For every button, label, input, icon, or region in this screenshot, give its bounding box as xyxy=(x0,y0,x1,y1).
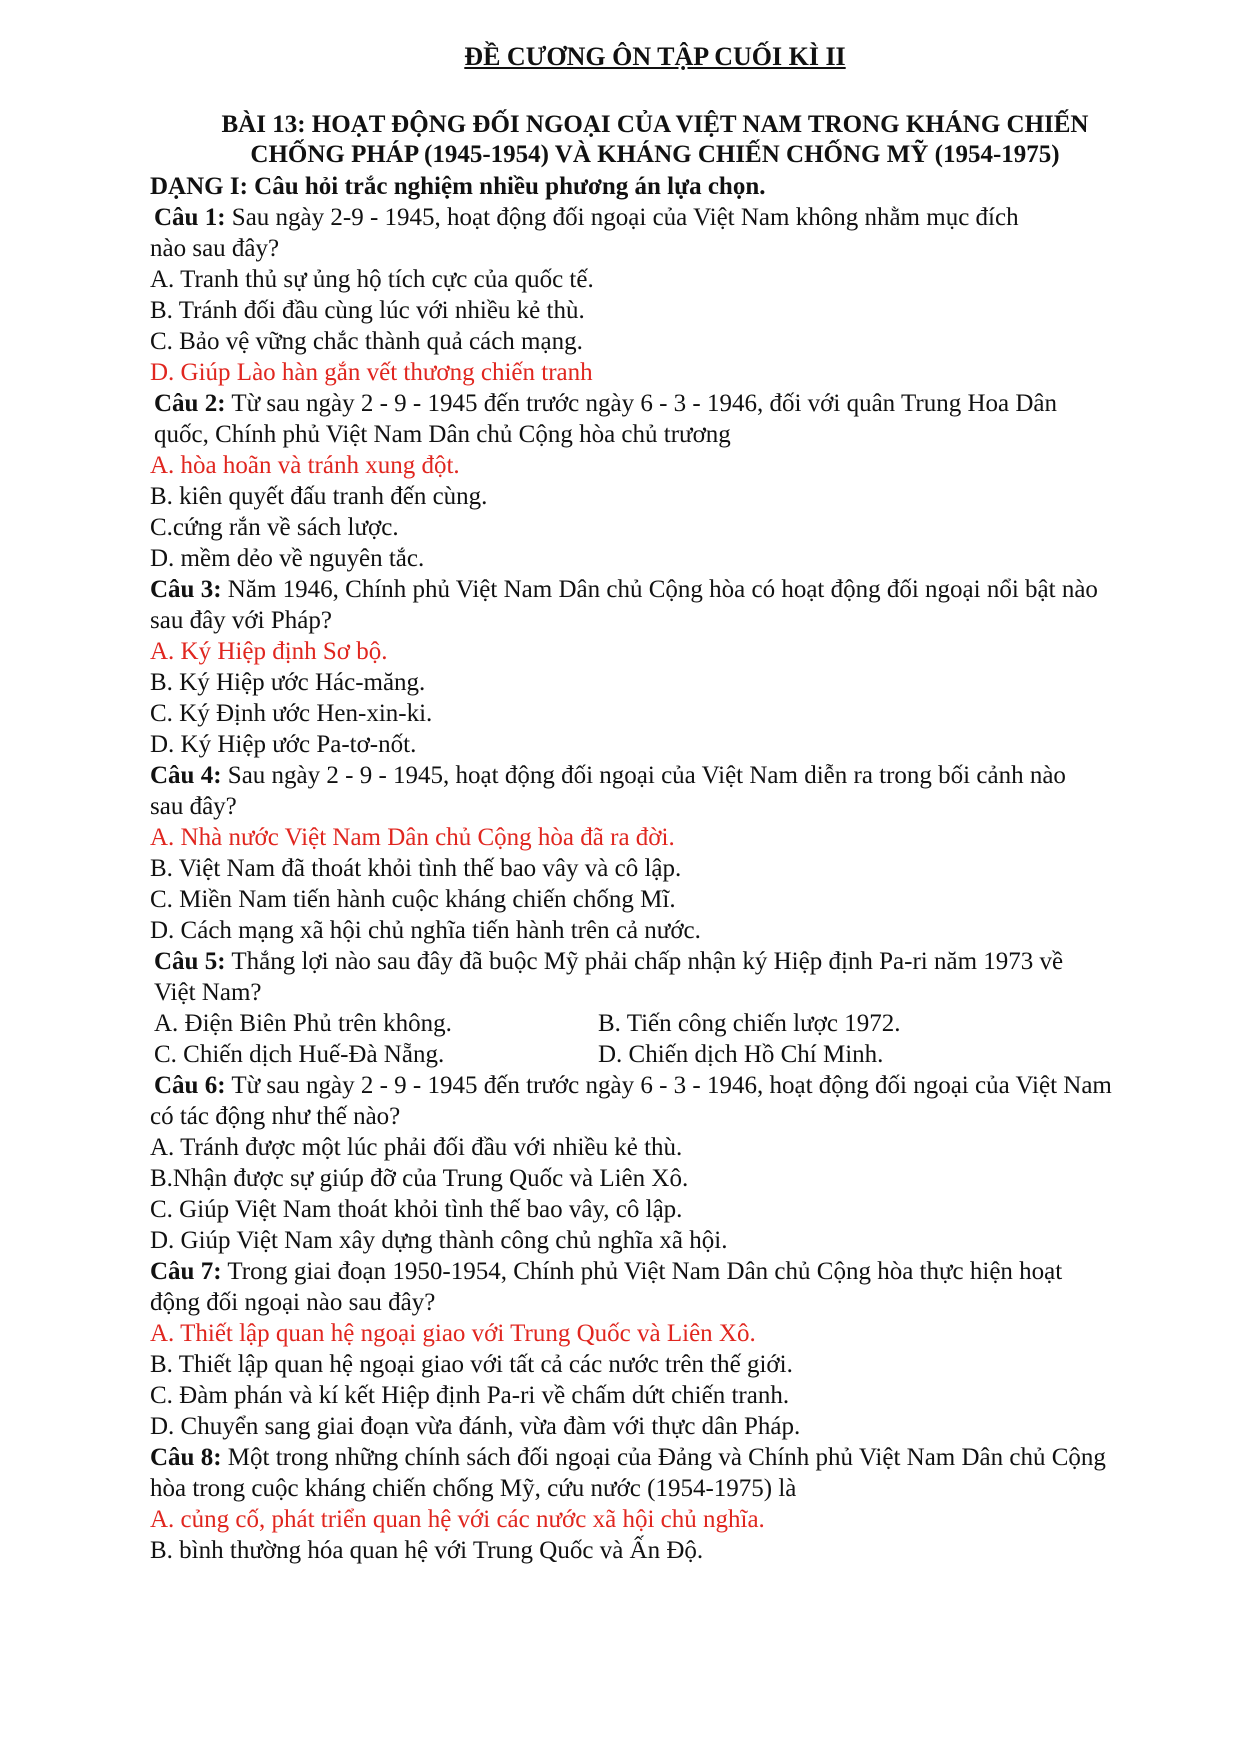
question-6-option-a: A. Tránh được một lúc phải đối đầu với nhiều kẻ thù. xyxy=(150,1134,683,1161)
question-5-option-d: D. Chiến dịch Hồ Chí Minh. xyxy=(598,1041,884,1068)
question-2-option-a-answer: A. hòa hoãn và tránh xung đột. xyxy=(150,452,460,479)
question-2-label: Câu 2: xyxy=(154,390,226,417)
question-7-label: Câu 7: xyxy=(150,1258,222,1285)
question-5-options-row-2 xyxy=(150,1039,1190,1070)
question-3-option-a-answer: A. Ký Hiệp định Sơ bộ. xyxy=(150,638,388,665)
question-3-stem-line-2: sau đây với Pháp? xyxy=(150,607,332,634)
question-3-option-d: D. Ký Hiệp ước Pa-tơ-nốt. xyxy=(150,731,417,758)
question-3-stem-line-1: Câu 3: Năm 1946, Chính phủ Việt Nam Dân chủ Cộng hòa có hoạt động đối ngoại nổi bật nào xyxy=(150,576,1098,603)
question-1-option-d-answer: D. Giúp Lào hàn gắn vết thương chiến tranh xyxy=(150,359,593,386)
question-2-stem-line-1: Câu 2: Từ sau ngày 2 - 9 - 1945 đến trước ngày 6 - 3 - 1946, đối với quân Trung Hoa Dân xyxy=(154,390,1057,417)
lesson-heading-line-2: CHỐNG PHÁP (1945-1954) VÀ KHÁNG CHIẾN CHỐNG MỸ (1954-1975) xyxy=(250,141,1060,168)
question-4-option-a-answer: A. Nhà nước Việt Nam Dân chủ Cộng hòa đã ra đời. xyxy=(150,824,675,851)
question-5-label: Câu 5: xyxy=(154,948,226,975)
question-3-option-b: B. Ký Hiệp ước Hác-măng. xyxy=(150,669,426,696)
question-2-option-c: C.cứng rắn về sách lược. xyxy=(150,514,399,541)
question-4-option-d: D. Cách mạng xã hội chủ nghĩa tiến hành trên cả nước. xyxy=(150,917,701,944)
question-4-stem-line-1: Câu 4: Sau ngày 2 - 9 - 1945, hoạt động đối ngoại của Việt Nam diễn ra trong bối cảnh nào xyxy=(150,762,1066,789)
question-8-option-a-answer: A. củng cố, phát triển quan hệ với các nước xã hội chủ nghĩa. xyxy=(150,1506,765,1533)
question-8-option-b: B. bình thường hóa quan hệ với Trung Quốc và Ấn Độ. xyxy=(150,1537,704,1564)
question-8-stem-line-2: hòa trong cuộc kháng chiến chống Mỹ, cứu nước (1954-1975) là xyxy=(150,1475,797,1502)
question-5-stem-line-2: Việt Nam? xyxy=(154,979,262,1006)
question-5-stem-line-1: Câu 5: Thắng lợi nào sau đây đã buộc Mỹ phải chấp nhận ký Hiệp định Pa-ri năm 1973 về xyxy=(154,948,1064,975)
question-1-option-a: A. Tranh thủ sự ủng hộ tích cực của quốc tế. xyxy=(150,266,594,293)
question-7-option-d: D. Chuyển sang giai đoạn vừa đánh, vừa đàm với thực dân Pháp. xyxy=(150,1413,801,1440)
question-2-option-d: D. mềm dẻo về nguyên tắc. xyxy=(150,545,425,572)
question-5-option-b: B. Tiến công chiến lược 1972. xyxy=(598,1010,901,1037)
question-7-stem-line-1: Câu 7: Trong giai đoạn 1950-1954, Chính phủ Việt Nam Dân chủ Cộng hòa thực hiện hoạt xyxy=(150,1258,1063,1285)
question-6-label: Câu 6: xyxy=(154,1072,226,1099)
question-3-label: Câu 3: xyxy=(150,576,222,603)
question-6-option-c: C. Giúp Việt Nam thoát khỏi tình thế bao vây, cô lập. xyxy=(150,1196,683,1223)
question-1-option-c: C. Bảo vệ vững chắc thành quả cách mạng. xyxy=(150,328,583,355)
question-list xyxy=(150,171,1190,1566)
question-8-label: Câu 8: xyxy=(150,1444,222,1471)
question-6-stem-line-2: có tác động như thế nào? xyxy=(150,1103,401,1130)
question-6-option-d: D. Giúp Việt Nam xây dựng thành công chủ nghĩa xã hội. xyxy=(150,1227,728,1254)
lesson-heading-line-1: BÀI 13: HOẠT ĐỘNG ĐỐI NGOẠI CỦA VIỆT NAM TRONG KHÁNG CHIẾN xyxy=(221,111,1089,138)
question-5-option-a: A. Điện Biên Phủ trên không. xyxy=(154,1010,452,1037)
question-5-options-row-1 xyxy=(150,1008,1190,1039)
question-1-stem-line-1: Câu 1: Sau ngày 2-9 - 1945, hoạt động đối ngoại của Việt Nam không nhằm mục đích xyxy=(154,204,1019,231)
section-heading: DẠNG I: Câu hỏi trắc nghiệm nhiều phương án lựa chọn. xyxy=(150,173,766,200)
question-6-stem-line-1: Câu 6: Từ sau ngày 2 - 9 - 1945 đến trước ngày 6 - 3 - 1946, hoạt động đối ngoại của Việt Nam xyxy=(154,1072,1112,1099)
question-2-option-b: B. kiên quyết đấu tranh đến cùng. xyxy=(150,483,488,510)
question-1-label: Câu 1: xyxy=(154,204,226,231)
question-1-option-b: B. Tránh đối đầu cùng lúc với nhiều kẻ thù. xyxy=(150,297,585,324)
document-title: ĐỀ CƯƠNG ÔN TẬP CUỐI KÌ II xyxy=(464,42,846,71)
question-4-option-b: B. Việt Nam đã thoát khỏi tình thế bao vây và cô lập. xyxy=(150,855,682,882)
question-8-stem-line-1: Câu 8: Một trong những chính sách đối ngoại của Đảng và Chính phủ Việt Nam Dân chủ Cộng xyxy=(150,1444,1106,1471)
lesson-heading xyxy=(0,110,1241,170)
question-7-option-c: C. Đàm phán và kí kết Hiệp định Pa-ri về chấm dứt chiến tranh. xyxy=(150,1382,790,1409)
question-3-option-c: C. Ký Định ước Hen-xin-ki. xyxy=(150,700,433,727)
question-4-label: Câu 4: xyxy=(150,762,222,789)
question-5-option-c: C. Chiến dịch Huế-Đà Nẵng. xyxy=(154,1041,445,1068)
question-7-option-b: B. Thiết lập quan hệ ngoại giao với tất cả các nước trên thế giới. xyxy=(150,1351,793,1378)
question-7-stem-line-2: động đối ngoại nào sau đây? xyxy=(150,1289,436,1316)
question-2-stem-line-2: quốc, Chính phủ Việt Nam Dân chủ Cộng hòa chủ trương xyxy=(154,421,731,448)
question-7-option-a-answer: A. Thiết lập quan hệ ngoại giao với Trung Quốc và Liên Xô. xyxy=(150,1320,756,1347)
question-4-option-c: C. Miền Nam tiến hành cuộc kháng chiến chống Mĩ. xyxy=(150,886,676,913)
question-4-stem-line-2: sau đây? xyxy=(150,793,237,820)
question-6-option-b: B.Nhận được sự giúp đỡ của Trung Quốc và Liên Xô. xyxy=(150,1165,689,1192)
question-1-stem-line-2: nào sau đây? xyxy=(150,235,280,262)
